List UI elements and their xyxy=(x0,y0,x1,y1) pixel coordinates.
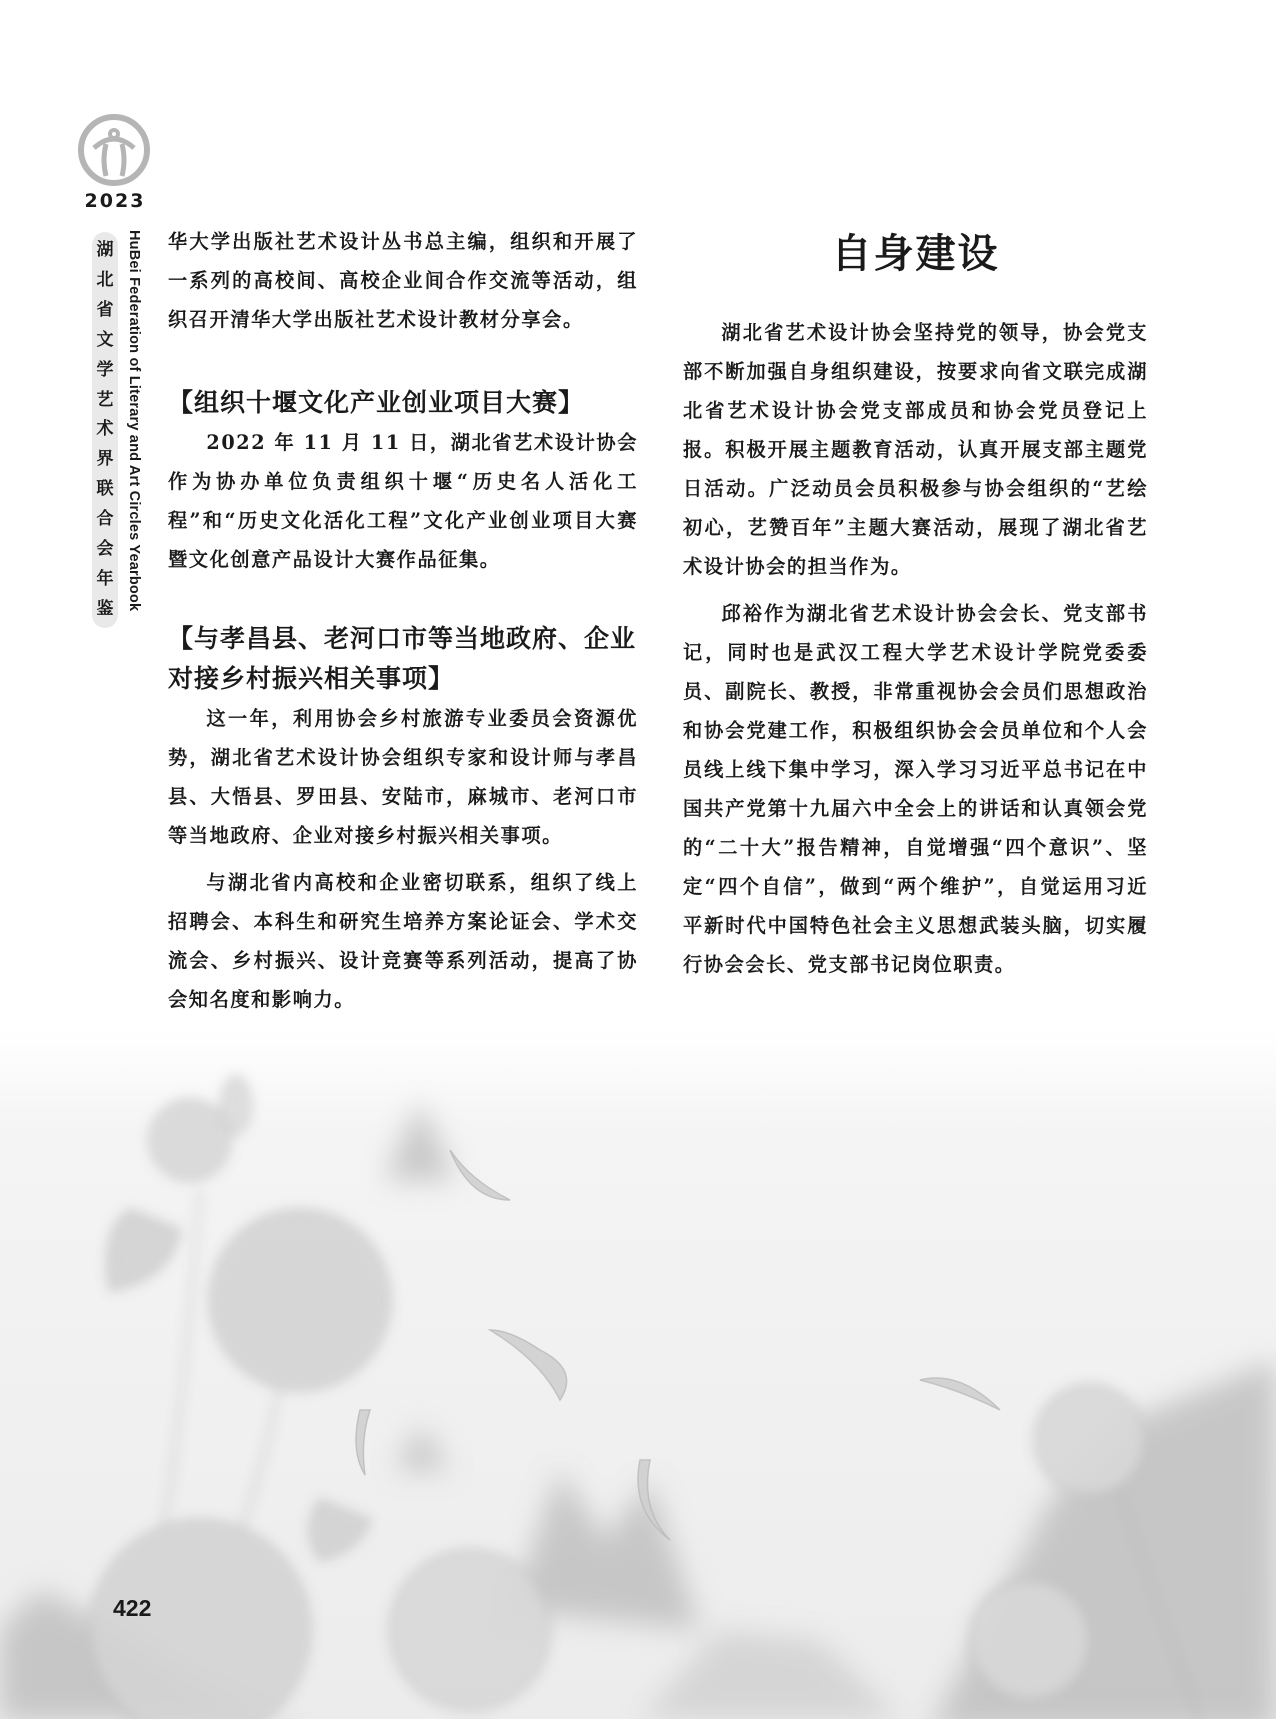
section-paragraph: 湖北省艺术设计协会坚持党的领导，协会党支部不断加强自身组织建设，按要求向省文联完成湖北省艺术设计协会党支部成员和协会党员登记上报。积极开展主题教育活动，认真开展支部主题党日活动。广泛动员会员积极参与协会组织的“艺绘初心，艺赞百年”主题大赛活动，展现了湖北省艺术设计协会的担当作为。 xyxy=(683,321,1148,578)
vertical-title-char: 术 xyxy=(96,419,114,440)
vertical-title-char: 省 xyxy=(96,299,114,320)
vertical-title-char: 学 xyxy=(96,359,114,380)
vertical-title-char: 北 xyxy=(96,269,114,290)
vertical-title-char: 合 xyxy=(96,509,114,530)
ink-wash-illustration xyxy=(0,1030,1276,1719)
vertical-title-char: 会 xyxy=(96,539,114,560)
vertical-title-char: 界 xyxy=(96,449,114,470)
section-heading: 【组织十堰文化产业创业项目大赛】 xyxy=(168,388,585,417)
yearbook-year: 2023 xyxy=(84,190,146,212)
section-paragraph: 2022 年 11 月 11 日，湖北省艺术设计协会作为协办单位负责组织十堰“历史名人活化工程”和“历史文化活化工程”文化产业创业项目大赛暨文化创意产品设计大赛作品征集。 xyxy=(168,431,638,571)
section-heading: 【与孝昌县、老河口市等当地政府、企业对接乡村振兴相关事项】 xyxy=(168,624,637,693)
left-column xyxy=(168,222,638,1019)
vertical-title-char: 湖 xyxy=(96,240,114,260)
yearbook-emblem-icon xyxy=(76,112,152,188)
intro-paragraph: 华大学出版社艺术设计丛书总主编，组织和开展了一系列的高校间、高校企业间合作交流等活动，组织召开清华大学出版社艺术设计教材分享会。 xyxy=(168,230,638,331)
section-paragraph: 与湖北省内高校和企业密切联系，组织了线上招聘会、本科生和研究生培养方案论证会、学术交流会、乡村振兴、设计竞赛等系列活动，提高了协会知名度和影响力。 xyxy=(168,871,638,1011)
vertical-title-en xyxy=(124,230,144,630)
vertical-title-cn xyxy=(92,232,118,628)
page-number: 422 xyxy=(113,1595,152,1621)
section-paragraph: 这一年，利用协会乡村旅游专业委员会资源优势，湖北省艺术设计协会组织专家和设计师与孝昌县、大悟县、罗田县、安陆市，麻城市、老河口市等当地政府、企业对接乡村振兴相关事项。 xyxy=(168,707,638,847)
vertical-title-char: 联 xyxy=(96,479,114,500)
section-paragraph: 邱裕作为湖北省艺术设计协会会长、党支部书记，同时也是武汉工程大学艺术设计学院党委委员、副院长、教授，非常重视协会会员们思想政治和协会党建工作，积极组织协会会员单位和个人会员线上线下集中学习，深入学习习近平总书记在中国共产党第十九届六中全会上的讲话和认真领会党的“二十大”报告精神，自觉增强“四个意识”、坚定“四个自信”，做到“两个维护”，自觉运用习近平新时代中国特色社会主义思想武装头脑，切实履行协会会长、党支部书记岗位职责。 xyxy=(683,602,1148,976)
vertical-title-char: 文 xyxy=(96,329,114,350)
section-title: 自身建设 xyxy=(831,231,1000,277)
right-column xyxy=(683,222,1148,984)
vertical-title-char: 年 xyxy=(96,568,114,589)
vertical-title-char: 艺 xyxy=(96,389,114,410)
vertical-title-char: 鉴 xyxy=(96,598,114,619)
vertical-title-en-text: HuBei Federation of Literary and Art Circles Yearbook xyxy=(126,230,142,612)
